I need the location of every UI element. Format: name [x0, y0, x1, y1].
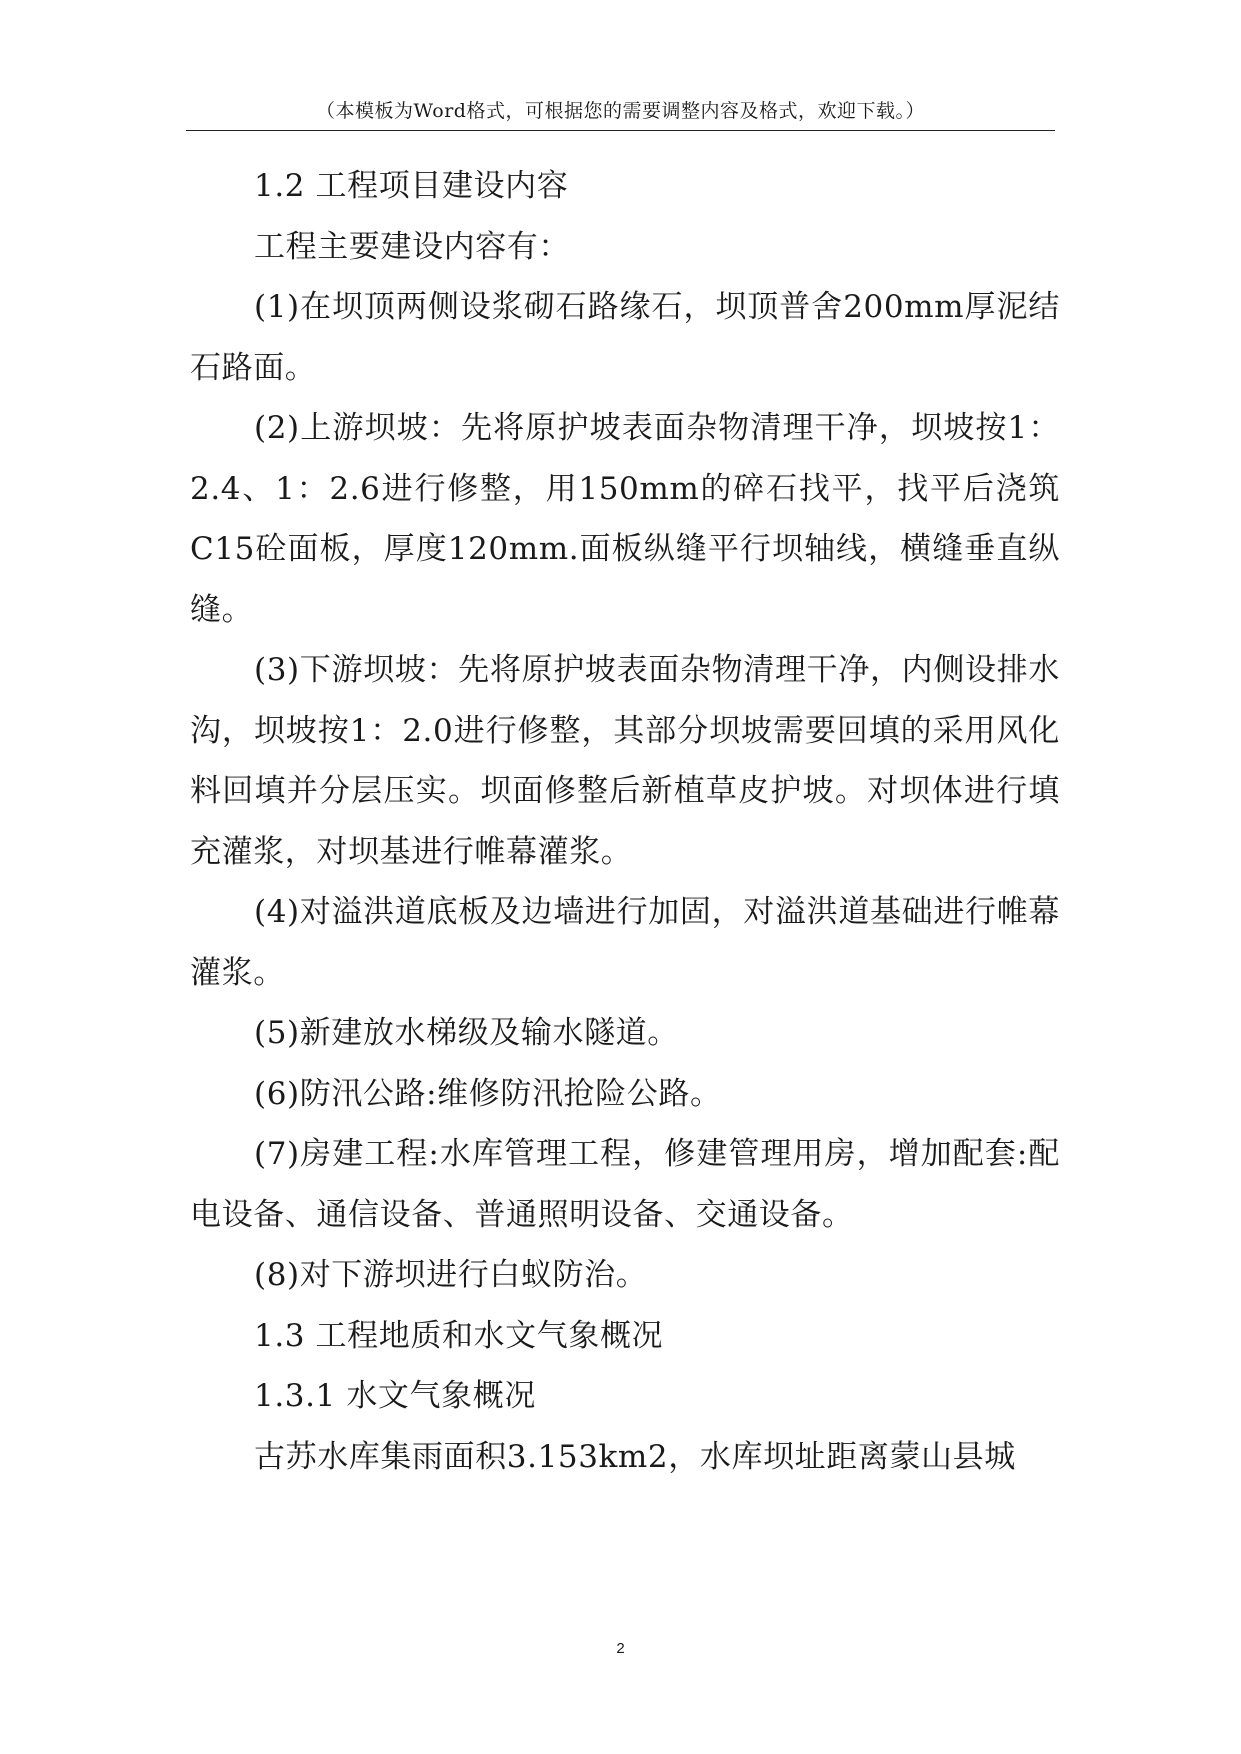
paragraph-item-2: (2)上游坝坡：先将原护坡表面杂物清理干净，坝坡按1：2.4、1：2.6进行修整，用150mm的碎石找平，找平后浇筑C15砼面板，厚度120mm.面板纵缝平行坝轴线，横缝垂直纵缝。 [190, 410, 1060, 628]
paragraph-item-4: (4)对溢洪道底板及边墙进行加固，对溢洪道基础进行帷幕灌浆。 [190, 894, 1060, 991]
page-number: 2 [616, 1640, 625, 1657]
header-note: （本模板为Word格式，可根据您的需要调整内容及格式，欢迎下载。） [316, 100, 925, 122]
section-heading-1-2: 1.2 工程项目建设内容 [254, 168, 569, 204]
subsection-heading-1-3-1: 1.3.1 水文气象概况 [254, 1378, 536, 1414]
paragraph-item-6: (6)防汛公路:维修防汛抢险公路。 [254, 1075, 722, 1112]
paragraph-item-8: (8)对下游坝进行白蚁防治。 [254, 1257, 648, 1293]
paragraph-hydrology: 古苏水库集雨面积3.153km2，水库坝址距离蒙山县城 [254, 1438, 1016, 1475]
paragraph-item-5: (5)新建放水梯级及输水隧道。 [254, 1015, 679, 1051]
paragraph-item-3: (3)下游坝坡：先将原护坡表面杂物清理干净，内侧设排水沟，坝坡按1：2.0进行修整，其部分坝坡需要回填的采用风化料回填并分层压实。坝面修整后新植草皮护坡。对坝体进行填充灌浆，对坝基进行帷幕灌浆。 [190, 652, 1060, 870]
document-body [190, 156, 1060, 1487]
paragraph-item-1: (1)在坝顶两侧设浆砌石路缘石，坝顶普舍200mm厚泥结石路面。 [190, 289, 1060, 386]
paragraph-intro: 工程主要建设内容有： [254, 228, 570, 265]
header-divider [186, 130, 1055, 131]
paragraph-item-7: (7)房建工程:水库管理工程，修建管理用房，增加配套:配电设备、通信设备、普通照明设备、交通设备。 [190, 1136, 1060, 1233]
section-heading-1-3: 1.3 工程地质和水文气象概况 [254, 1317, 664, 1354]
